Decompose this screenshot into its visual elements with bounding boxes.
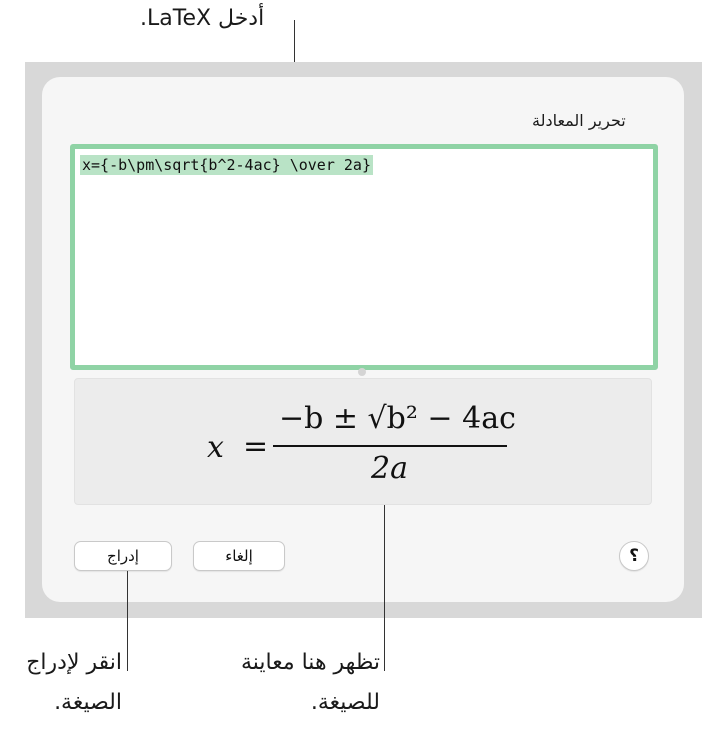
dialog-title: تحرير المعادلة	[532, 111, 626, 130]
resize-handle[interactable]	[358, 368, 366, 376]
cancel-button[interactable]: إلغاء	[193, 541, 285, 571]
formula-preview-render	[207, 401, 517, 486]
latex-input-text[interactable]: x={-b\pm\sqrt{b^2-4ac} \over 2a}	[82, 156, 371, 174]
callout-latex: أدخل LaTeX.	[140, 6, 265, 31]
fraction-bar	[273, 445, 507, 447]
formula-denominator: 2a	[371, 451, 408, 486]
formula-lhs: x	[207, 430, 224, 465]
callout-insert-line1: انقر لإدراج	[26, 650, 122, 675]
callout-preview-line1: تظهر هنا معاينة	[240, 650, 380, 675]
callout-insert-line2: الصيغة.	[54, 690, 122, 715]
callout-preview-leader	[384, 505, 385, 671]
help-button[interactable]: ؟	[619, 541, 649, 571]
insert-button[interactable]: إدراج	[74, 541, 172, 571]
formula-numerator: −b ± √b² − 4ac	[279, 401, 516, 436]
formula-equals: =	[243, 429, 269, 464]
callout-preview-line2: للصيغة.	[310, 690, 380, 715]
latex-editor-field[interactable]	[70, 144, 658, 370]
callout-insert-leader	[127, 571, 128, 671]
